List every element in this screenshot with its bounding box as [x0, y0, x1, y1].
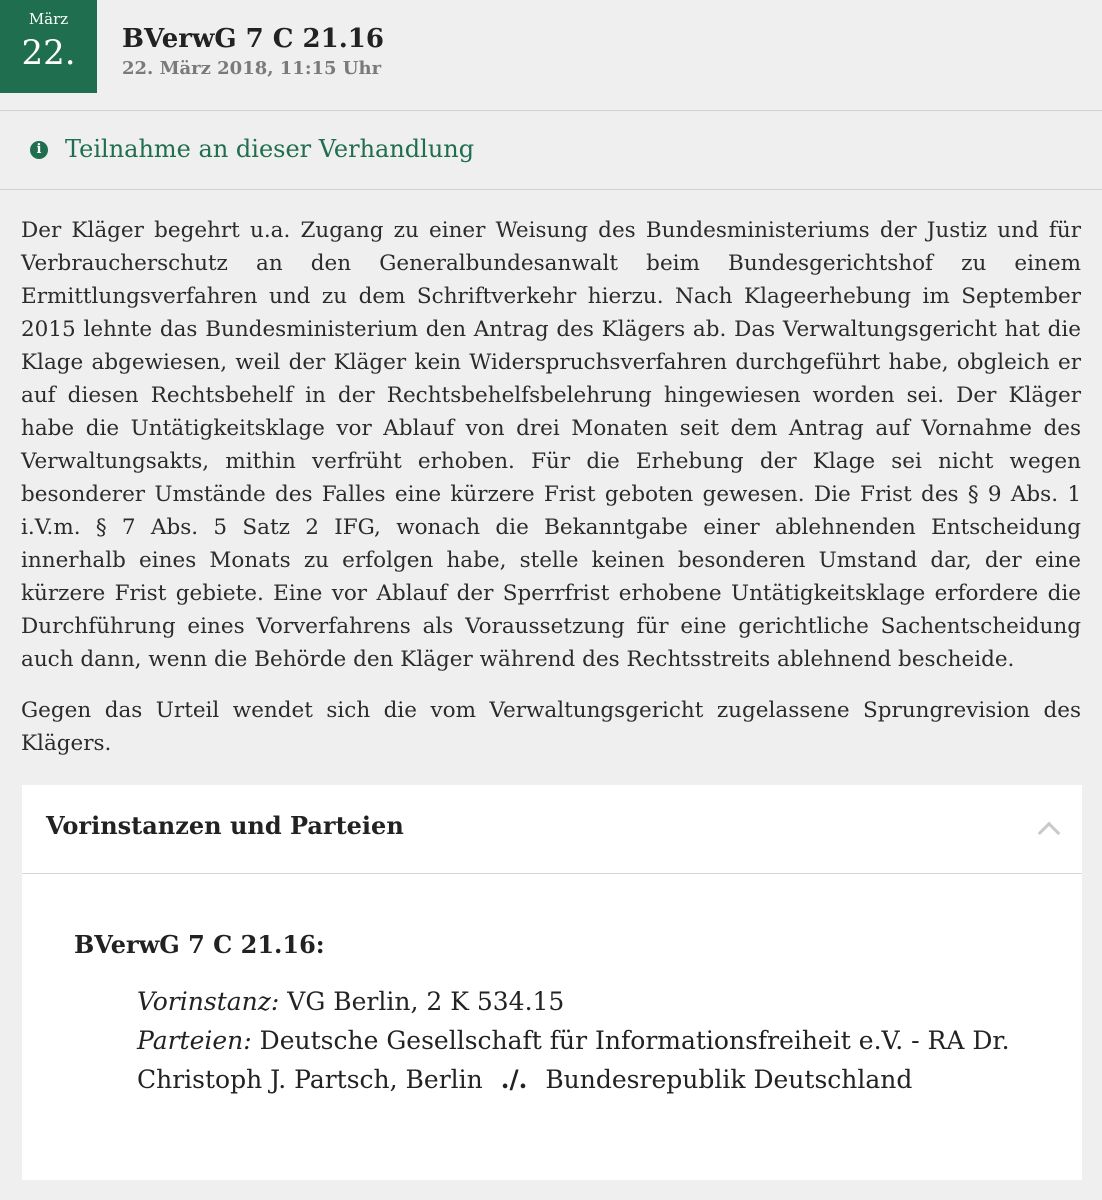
case-details [137, 982, 1037, 1099]
case-description [21, 214, 1081, 778]
panel-header-toggle[interactable] [22, 785, 1082, 874]
chevron-up-icon[interactable] [1038, 822, 1061, 845]
description-paragraph: Der Kläger begehrt u.a. Zugang zu einer Weisung des Bundesministeriums der Justiz und für Verbraucherschutz an den Generalbundesanwalt beim Bundesgerichtshof zu einem Ermittlungsverfahren und zu dem Schriftverkehr hierzu. Nach Klageerhebung im September 2015 lehnte das Bundesministerium den Antrag des Klägers ab. Das Verwaltungsgericht hat die Klage abgewiesen, weil der Kläger kein Widerspruchsverfahren durchgeführt habe, obgleich er auf diesen Rechtsbehelf in der Rechtsbehelfsbelehrung hingewiesen worden sei. Der Kläger habe die Untätigkeitsklage vor Ablauf von drei Monaten seit dem Antrag auf Vornahme des Verwaltungsakts, mithin verfrüht erhoben. Für die Erhebung der Klage sei nicht wegen besonderer Umstände des Falles eine kürzere Frist geboten gewesen. Die Frist des § 9 Abs. 1 i.V.m. § 7 Abs. 5 Satz 2 IFG, wonach die Bekanntgabe einer ablehnenden Entscheidung innerhalb eines Monats zu erfolgen habe, stelle keinen besonderen Umstand dar, der eine kürzere Frist gebiete. Eine vor Ablauf der Sperrfrist erhobene Untätigkeitsklage erfordere die Durchführung eines Vorverfahrens als Voraussetzung für eine gerichtliche Sachentscheidung auch dann, wenn die Behörde den Kläger während des Rechtsstreits ablehnend bescheide. [21, 218, 1081, 672]
panel-title: Vorinstanzen und Parteien [46, 811, 404, 840]
case-title: BVerwG 7 C 21.16 [122, 24, 384, 54]
parteien-label: Parteien: [137, 1026, 252, 1055]
participation-link[interactable]: Teilnahme an dieser Verhandlung [65, 135, 475, 163]
date-day: 22. [21, 33, 76, 73]
description-paragraph: Gegen das Urteil wendet sich die vom Verwaltungsgericht zugelassene Sprungrevision des Klägers. [21, 698, 1081, 756]
parteien-line [137, 1021, 1037, 1099]
date-badge [0, 0, 97, 93]
page-header [0, 0, 1102, 111]
panel-case-label: BVerwG 7 C 21.16: [74, 930, 325, 959]
parteien-defendant: Bundesrepublik Deutschland [545, 1065, 913, 1094]
parteien-plaintiff: Deutsche Gesellschaft für Informationsfreiheit e.V. - RA Dr. Christoph J. Partsch, Berlin [137, 1026, 1010, 1094]
vorinstanz-label: Vorinstanz: [137, 987, 280, 1016]
prior-instances-panel [22, 785, 1082, 1180]
vorinstanz-line [137, 982, 1037, 1021]
date-month: März [28, 10, 69, 28]
case-datetime: 22. März 2018, 11:15 Uhr [122, 58, 382, 79]
participation-info-row [0, 111, 1102, 190]
vorinstanz-value: VG Berlin, 2 K 534.15 [287, 987, 565, 1016]
parteien-separator: ./. [500, 1065, 528, 1094]
info-circle-icon: i [30, 141, 48, 159]
